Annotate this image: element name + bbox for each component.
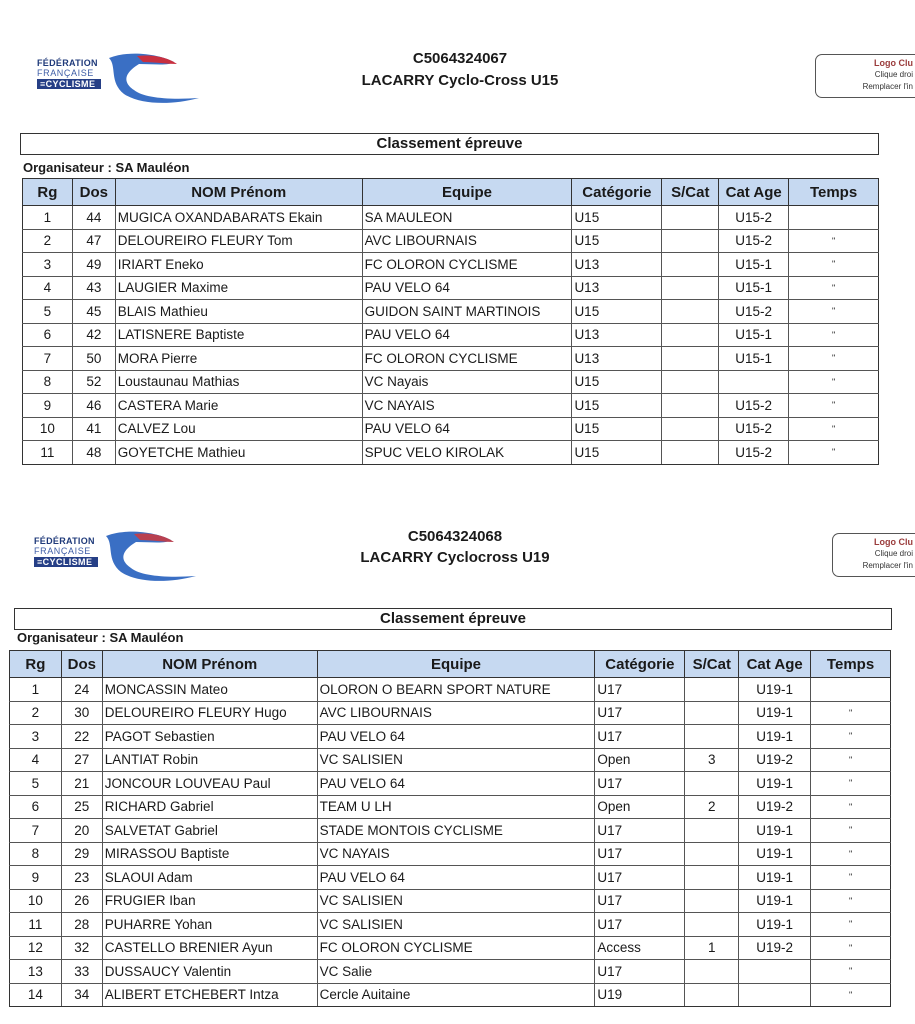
table-row bbox=[23, 394, 879, 418]
cell-team: AVC LIBOURNAIS bbox=[362, 229, 572, 253]
cell-subcategory bbox=[685, 842, 739, 866]
table-row bbox=[23, 206, 879, 230]
cell-subcategory bbox=[685, 725, 739, 749]
cell-team: GUIDON SAINT MARTINOIS bbox=[362, 300, 572, 324]
cell-rank: 6 bbox=[10, 795, 62, 819]
column-header-bib: Dos bbox=[61, 651, 102, 678]
organisateur: Organisateur : SA Mauléon bbox=[23, 160, 190, 175]
cell-team: VC SALISIEN bbox=[317, 889, 595, 913]
cell-category: U17 bbox=[595, 913, 685, 937]
cell-time: " bbox=[789, 253, 879, 277]
cell-age-category: U19-2 bbox=[739, 936, 811, 960]
cell-name: ALIBERT ETCHEBERT Intza bbox=[102, 983, 317, 1007]
cell-category: Open bbox=[595, 748, 685, 772]
cell-category: U13 bbox=[572, 276, 662, 300]
cell-rank: 13 bbox=[10, 960, 62, 984]
cell-category: U13 bbox=[572, 323, 662, 347]
table-row bbox=[23, 300, 879, 324]
cell-rank: 11 bbox=[23, 441, 73, 465]
cell-team: STADE MONTOIS CYCLISME bbox=[317, 819, 595, 843]
ffc-logo: FÉDÉRATION FRANÇAISE ≡CYCLISME bbox=[37, 52, 167, 112]
table-row bbox=[23, 253, 879, 277]
cell-team: SPUC VELO KIROLAK bbox=[362, 441, 572, 465]
cell-team: FC OLORON CYCLISME bbox=[317, 936, 595, 960]
table-row bbox=[10, 913, 891, 937]
cell-time: " bbox=[811, 889, 891, 913]
table-header-row bbox=[10, 651, 891, 678]
table-row bbox=[10, 866, 891, 890]
cell-team: PAU VELO 64 bbox=[317, 772, 595, 796]
cell-subcategory bbox=[662, 417, 719, 441]
cell-bib: 43 bbox=[72, 276, 115, 300]
cell-bib: 29 bbox=[61, 842, 102, 866]
cell-time: " bbox=[811, 701, 891, 725]
table-header-row bbox=[23, 179, 879, 206]
cell-subcategory bbox=[662, 300, 719, 324]
ffc-swoosh-icon bbox=[99, 50, 199, 106]
club-logo-placeholder: Logo Clu Clique droi Remplacer l'in bbox=[832, 533, 915, 577]
cell-bib: 30 bbox=[61, 701, 102, 725]
cell-name: Loustaunau Mathias bbox=[115, 370, 362, 394]
cell-bib: 27 bbox=[61, 748, 102, 772]
cell-time: " bbox=[811, 913, 891, 937]
cell-bib: 47 bbox=[72, 229, 115, 253]
cell-time: " bbox=[789, 394, 879, 418]
cell-category: U15 bbox=[572, 417, 662, 441]
cell-age-category: U19-1 bbox=[739, 701, 811, 725]
cell-category: U17 bbox=[595, 819, 685, 843]
cell-category: U17 bbox=[595, 678, 685, 702]
cell-bib: 34 bbox=[61, 983, 102, 1007]
cell-rank: 2 bbox=[10, 701, 62, 725]
cell-name: DELOUREIRO FLEURY Tom bbox=[115, 229, 362, 253]
cell-category: U15 bbox=[572, 206, 662, 230]
cell-category: U15 bbox=[572, 370, 662, 394]
cell-bib: 49 bbox=[72, 253, 115, 277]
cell-bib: 21 bbox=[61, 772, 102, 796]
table-row bbox=[23, 323, 879, 347]
table-row bbox=[10, 889, 891, 913]
cell-bib: 52 bbox=[72, 370, 115, 394]
cell-age-category: U19-1 bbox=[739, 913, 811, 937]
cell-rank: 14 bbox=[10, 983, 62, 1007]
cell-team: FC OLORON CYCLISME bbox=[362, 347, 572, 371]
cell-subcategory bbox=[685, 960, 739, 984]
cell-rank: 4 bbox=[23, 276, 73, 300]
cell-team: PAU VELO 64 bbox=[317, 725, 595, 749]
column-header-category: Catégorie bbox=[595, 651, 685, 678]
cell-age-category: U15-1 bbox=[719, 276, 789, 300]
cell-bib: 32 bbox=[61, 936, 102, 960]
cell-age-category bbox=[739, 983, 811, 1007]
cell-name: FRUGIER Iban bbox=[102, 889, 317, 913]
cell-time: " bbox=[789, 229, 879, 253]
event-name: LACARRY Cyclo-Cross U15 bbox=[361, 72, 559, 89]
cell-age-category: U19-1 bbox=[739, 819, 811, 843]
cell-rank: 8 bbox=[23, 370, 73, 394]
cell-bib: 44 bbox=[72, 206, 115, 230]
ffc-logo: FÉDÉRATION FRANÇAISE ≡CYCLISME bbox=[34, 530, 164, 590]
column-header-bib: Dos bbox=[72, 179, 115, 206]
cell-time: " bbox=[811, 725, 891, 749]
cell-bib: 46 bbox=[72, 394, 115, 418]
cell-name: RICHARD Gabriel bbox=[102, 795, 317, 819]
cell-name: LATISNERE Baptiste bbox=[115, 323, 362, 347]
cell-age-category: U15-2 bbox=[719, 206, 789, 230]
cell-age-category: U19-1 bbox=[739, 889, 811, 913]
cell-team: PAU VELO 64 bbox=[362, 417, 572, 441]
cell-subcategory bbox=[685, 678, 739, 702]
cell-subcategory bbox=[685, 701, 739, 725]
cell-age-category: U15-1 bbox=[719, 323, 789, 347]
table-row bbox=[10, 725, 891, 749]
cell-category: U17 bbox=[595, 960, 685, 984]
cell-category: U15 bbox=[572, 300, 662, 324]
cell-category: U13 bbox=[572, 253, 662, 277]
cell-subcategory bbox=[685, 913, 739, 937]
cell-name: LANTIAT Robin bbox=[102, 748, 317, 772]
cell-team: PAU VELO 64 bbox=[317, 866, 595, 890]
cell-time: " bbox=[789, 300, 879, 324]
cell-name: LAUGIER Maxime bbox=[115, 276, 362, 300]
cell-subcategory bbox=[662, 323, 719, 347]
cell-age-category: U19-1 bbox=[739, 725, 811, 749]
cell-team: Cercle Auitaine bbox=[317, 983, 595, 1007]
cell-name: DUSSAUCY Valentin bbox=[102, 960, 317, 984]
cell-subcategory bbox=[662, 394, 719, 418]
ffc-swoosh-icon bbox=[96, 528, 196, 584]
cell-age-category: U15-2 bbox=[719, 394, 789, 418]
cell-name: PAGOT Sebastien bbox=[102, 725, 317, 749]
column-header-team: Equipe bbox=[362, 179, 572, 206]
cell-subcategory: 1 bbox=[685, 936, 739, 960]
table-row bbox=[10, 748, 891, 772]
cell-subcategory: 2 bbox=[685, 795, 739, 819]
cell-team: TEAM U LH bbox=[317, 795, 595, 819]
cell-age-category: U15-1 bbox=[719, 347, 789, 371]
cell-time: " bbox=[811, 983, 891, 1007]
cell-time: " bbox=[811, 772, 891, 796]
table-row bbox=[10, 819, 891, 843]
cell-rank: 7 bbox=[23, 347, 73, 371]
table-row bbox=[23, 370, 879, 394]
cell-rank: 12 bbox=[10, 936, 62, 960]
club-logo-placeholder: Logo Clu Clique droi Remplacer l'in bbox=[815, 54, 915, 98]
cell-subcategory bbox=[685, 866, 739, 890]
cell-team: SA MAULEON bbox=[362, 206, 572, 230]
cell-age-category bbox=[719, 370, 789, 394]
cell-name: PUHARRE Yohan bbox=[102, 913, 317, 937]
cell-category: U13 bbox=[572, 347, 662, 371]
cell-rank: 1 bbox=[10, 678, 62, 702]
cell-name: BLAIS Mathieu bbox=[115, 300, 362, 324]
table-row bbox=[23, 276, 879, 300]
cell-rank: 5 bbox=[23, 300, 73, 324]
cell-time: " bbox=[811, 936, 891, 960]
cell-time: " bbox=[811, 748, 891, 772]
cell-bib: 45 bbox=[72, 300, 115, 324]
cell-age-category: U19-1 bbox=[739, 678, 811, 702]
cell-age-category: U19-1 bbox=[739, 866, 811, 890]
cell-time: " bbox=[811, 960, 891, 984]
cell-time: " bbox=[811, 795, 891, 819]
cell-time: " bbox=[789, 347, 879, 371]
cell-rank: 11 bbox=[10, 913, 62, 937]
cell-category: Access bbox=[595, 936, 685, 960]
cell-team: AVC LIBOURNAIS bbox=[317, 701, 595, 725]
table-row bbox=[23, 229, 879, 253]
cell-name: SLAOUI Adam bbox=[102, 866, 317, 890]
table-row bbox=[23, 441, 879, 465]
table-row bbox=[10, 772, 891, 796]
column-header-rank: Rg bbox=[10, 651, 62, 678]
table-row bbox=[10, 936, 891, 960]
cell-team: PAU VELO 64 bbox=[362, 323, 572, 347]
cell-team: VC Nayais bbox=[362, 370, 572, 394]
results-table bbox=[22, 178, 879, 465]
cell-category: U17 bbox=[595, 725, 685, 749]
event-code: C5064324068 bbox=[407, 528, 503, 545]
cell-name: GOYETCHE Mathieu bbox=[115, 441, 362, 465]
cell-name: JONCOUR LOUVEAU Paul bbox=[102, 772, 317, 796]
cell-rank: 3 bbox=[23, 253, 73, 277]
column-header-age-category: Cat Age bbox=[739, 651, 811, 678]
cell-category: U17 bbox=[595, 866, 685, 890]
cell-subcategory bbox=[685, 983, 739, 1007]
cell-category: U15 bbox=[572, 394, 662, 418]
column-header-time: Temps bbox=[811, 651, 891, 678]
cell-time: " bbox=[789, 276, 879, 300]
cell-bib: 24 bbox=[61, 678, 102, 702]
cell-name: MIRASSOU Baptiste bbox=[102, 842, 317, 866]
cell-name: CALVEZ Lou bbox=[115, 417, 362, 441]
classement-title: Classement épreuve bbox=[14, 608, 892, 630]
column-header-subcategory: S/Cat bbox=[662, 179, 719, 206]
cell-bib: 26 bbox=[61, 889, 102, 913]
column-header-team: Equipe bbox=[317, 651, 595, 678]
cell-team: OLORON O BEARN SPORT NATURE bbox=[317, 678, 595, 702]
cell-rank: 4 bbox=[10, 748, 62, 772]
cell-rank: 5 bbox=[10, 772, 62, 796]
cell-category: U17 bbox=[595, 701, 685, 725]
cell-time: " bbox=[789, 417, 879, 441]
event-code: C5064324067 bbox=[412, 50, 508, 67]
cell-bib: 20 bbox=[61, 819, 102, 843]
cell-rank: 10 bbox=[23, 417, 73, 441]
cell-subcategory: 3 bbox=[685, 748, 739, 772]
cell-category: U17 bbox=[595, 772, 685, 796]
cell-rank: 7 bbox=[10, 819, 62, 843]
cell-time: " bbox=[811, 842, 891, 866]
table-row bbox=[10, 678, 891, 702]
cell-age-category: U15-2 bbox=[719, 417, 789, 441]
cell-bib: 48 bbox=[72, 441, 115, 465]
cell-subcategory bbox=[685, 819, 739, 843]
table-row bbox=[10, 842, 891, 866]
cell-age-category bbox=[739, 960, 811, 984]
cell-rank: 6 bbox=[23, 323, 73, 347]
cell-rank: 10 bbox=[10, 889, 62, 913]
cell-team: VC Salie bbox=[317, 960, 595, 984]
column-header-name: NOM Prénom bbox=[102, 651, 317, 678]
cell-bib: 41 bbox=[72, 417, 115, 441]
cell-age-category: U15-2 bbox=[719, 229, 789, 253]
results-table bbox=[9, 650, 891, 1007]
cell-time: " bbox=[811, 819, 891, 843]
cell-age-category: U15-1 bbox=[719, 253, 789, 277]
cell-name: SALVETAT Gabriel bbox=[102, 819, 317, 843]
cell-name: CASTERA Marie bbox=[115, 394, 362, 418]
cell-rank: 9 bbox=[10, 866, 62, 890]
column-header-category: Catégorie bbox=[572, 179, 662, 206]
cell-bib: 22 bbox=[61, 725, 102, 749]
cell-subcategory bbox=[662, 206, 719, 230]
cell-bib: 25 bbox=[61, 795, 102, 819]
table-row bbox=[10, 795, 891, 819]
cell-bib: 33 bbox=[61, 960, 102, 984]
column-header-rank: Rg bbox=[23, 179, 73, 206]
cell-subcategory bbox=[662, 441, 719, 465]
cell-time bbox=[789, 206, 879, 230]
table-row bbox=[23, 417, 879, 441]
cell-subcategory bbox=[662, 276, 719, 300]
column-header-subcategory: S/Cat bbox=[685, 651, 739, 678]
cell-time: " bbox=[811, 866, 891, 890]
cell-team: VC SALISIEN bbox=[317, 913, 595, 937]
cell-team: VC NAYAIS bbox=[362, 394, 572, 418]
column-header-age-category: Cat Age bbox=[719, 179, 789, 206]
cell-team: PAU VELO 64 bbox=[362, 276, 572, 300]
cell-rank: 8 bbox=[10, 842, 62, 866]
cell-category: Open bbox=[595, 795, 685, 819]
cell-subcategory bbox=[662, 347, 719, 371]
cell-subcategory bbox=[662, 370, 719, 394]
cell-category: U15 bbox=[572, 441, 662, 465]
cell-time bbox=[811, 678, 891, 702]
cell-team: VC NAYAIS bbox=[317, 842, 595, 866]
cell-team: VC SALISIEN bbox=[317, 748, 595, 772]
event-name: LACARRY Cyclocross U19 bbox=[360, 549, 550, 566]
organisateur: Organisateur : SA Mauléon bbox=[17, 630, 184, 645]
cell-age-category: U15-2 bbox=[719, 300, 789, 324]
cell-bib: 23 bbox=[61, 866, 102, 890]
cell-bib: 42 bbox=[72, 323, 115, 347]
cell-rank: 1 bbox=[23, 206, 73, 230]
cell-time: " bbox=[789, 323, 879, 347]
cell-bib: 50 bbox=[72, 347, 115, 371]
cell-category: U19 bbox=[595, 983, 685, 1007]
cell-subcategory bbox=[685, 889, 739, 913]
cell-rank: 2 bbox=[23, 229, 73, 253]
cell-name: DELOUREIRO FLEURY Hugo bbox=[102, 701, 317, 725]
cell-age-category: U19-1 bbox=[739, 842, 811, 866]
table-row bbox=[10, 960, 891, 984]
cell-subcategory bbox=[685, 772, 739, 796]
cell-name: MORA Pierre bbox=[115, 347, 362, 371]
cell-subcategory bbox=[662, 229, 719, 253]
cell-age-category: U19-2 bbox=[739, 748, 811, 772]
cell-subcategory bbox=[662, 253, 719, 277]
cell-name: MONCASSIN Mateo bbox=[102, 678, 317, 702]
cell-age-category: U19-1 bbox=[739, 772, 811, 796]
cell-age-category: U19-2 bbox=[739, 795, 811, 819]
cell-category: U17 bbox=[595, 889, 685, 913]
cell-name: IRIART Eneko bbox=[115, 253, 362, 277]
cell-team: FC OLORON CYCLISME bbox=[362, 253, 572, 277]
table-row bbox=[10, 701, 891, 725]
table-row bbox=[10, 983, 891, 1007]
cell-name: MUGICA OXANDABARATS Ekain bbox=[115, 206, 362, 230]
table-row bbox=[23, 347, 879, 371]
column-header-name: NOM Prénom bbox=[115, 179, 362, 206]
cell-name: CASTELLO BRENIER Ayun bbox=[102, 936, 317, 960]
classement-title: Classement épreuve bbox=[20, 133, 879, 155]
cell-bib: 28 bbox=[61, 913, 102, 937]
cell-category: U15 bbox=[572, 229, 662, 253]
column-header-time: Temps bbox=[789, 179, 879, 206]
cell-time: " bbox=[789, 441, 879, 465]
cell-rank: 9 bbox=[23, 394, 73, 418]
cell-rank: 3 bbox=[10, 725, 62, 749]
cell-time: " bbox=[789, 370, 879, 394]
cell-age-category: U15-2 bbox=[719, 441, 789, 465]
cell-category: U17 bbox=[595, 842, 685, 866]
